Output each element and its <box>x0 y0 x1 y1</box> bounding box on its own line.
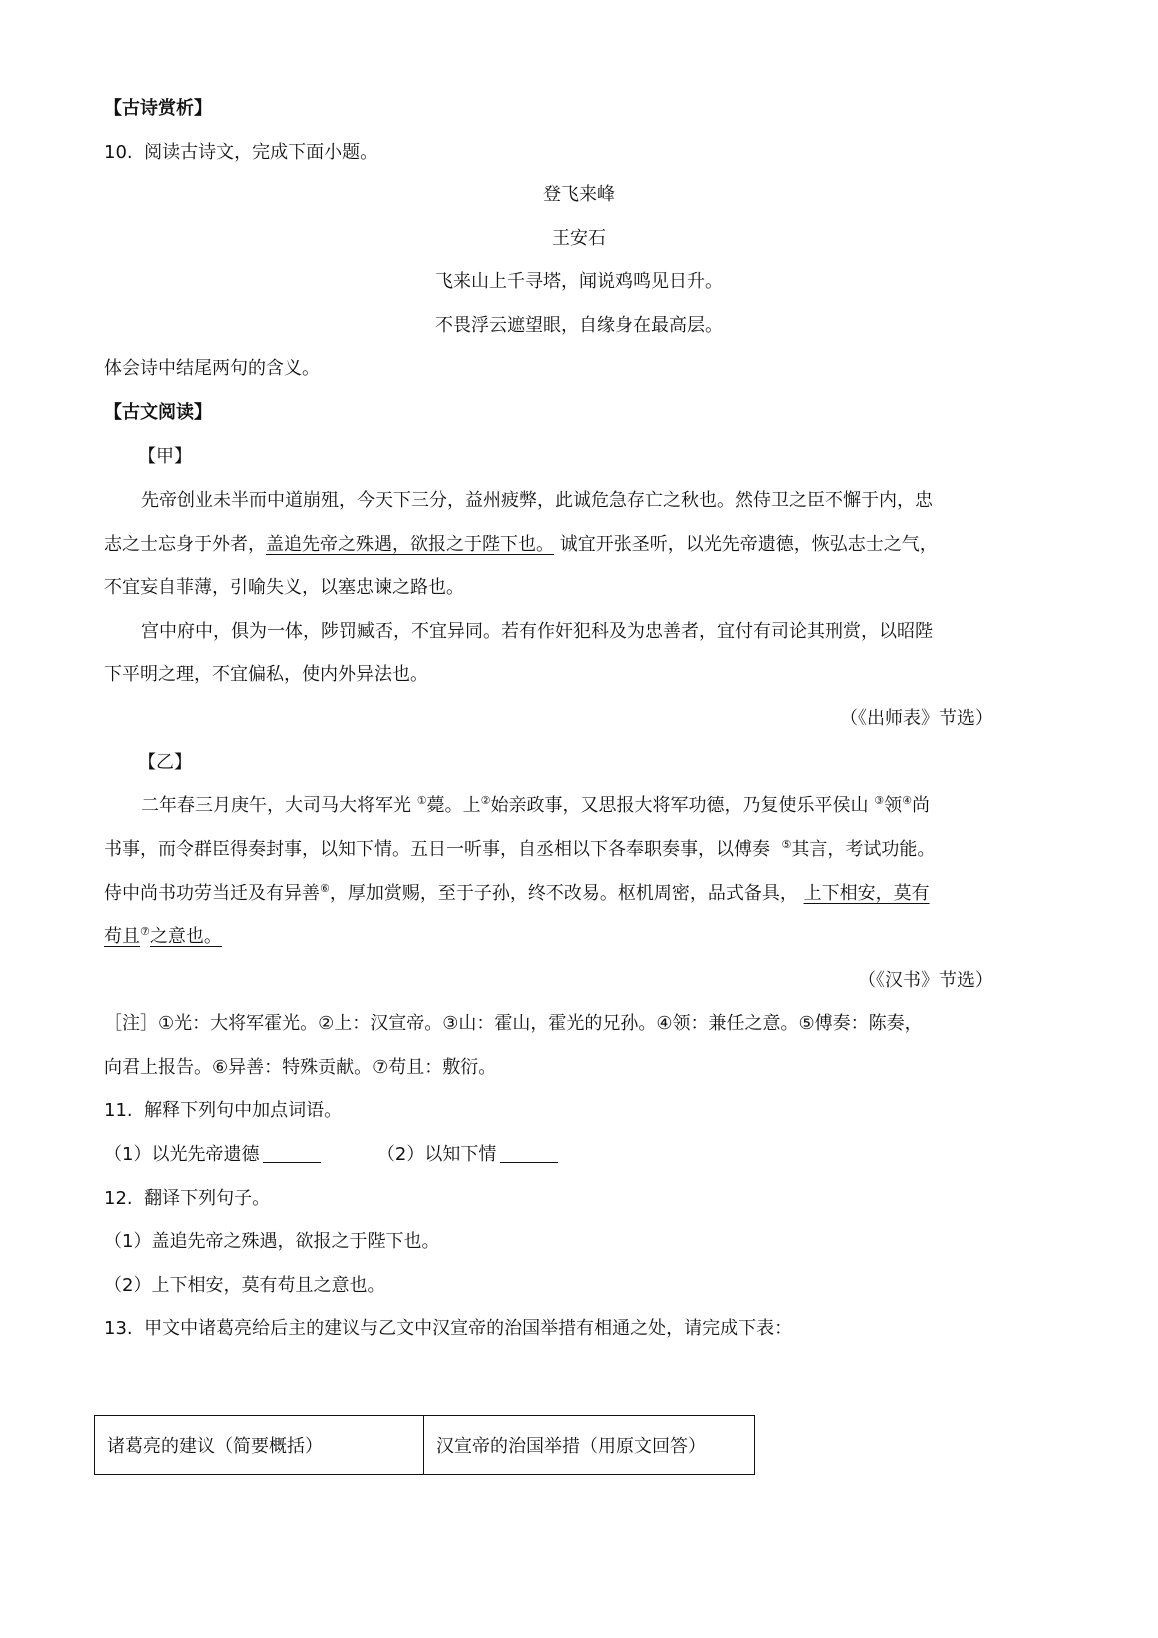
table-header-cell: 诸葛亮的建议（简要概括） <box>95 1416 424 1475</box>
question-13 <box>104 1317 792 1341</box>
question-10 <box>104 141 378 165</box>
table-row <box>95 1416 755 1475</box>
question-number: 10. <box>104 142 133 163</box>
passage-text: 书事，而令群臣得奏封事，以知下情。五日一听事，自丞相以下各奉职奏事，以傅奏 <box>104 839 770 860</box>
note-mark: ⑦ <box>140 925 150 938</box>
passage-text: 侍中尚书功劳当迁及有异善 <box>104 883 320 904</box>
passage-text: 始亲政事，又思报大将军功德，乃复使乐平侯山 <box>490 795 869 816</box>
sub-question: （1）以光先帝遗德 <box>104 1144 260 1165</box>
note-mark: ④ <box>902 794 912 807</box>
question-number: 13. <box>104 1318 133 1339</box>
question-number: 11. <box>104 1100 133 1121</box>
passage-text: ，厚加赏赐，至于子孙，终不改易。枢机周密，品式备具， <box>329 883 798 904</box>
poem-line: 飞来山上千寻塔，闻说鸡鸣见日升。 <box>435 271 723 292</box>
sub-question: （2）上下相安，莫有苟且之意也。 <box>104 1275 386 1296</box>
passage-text: 领 <box>884 795 903 816</box>
passage-text: 诚宜开张圣听，以光先帝遗德，恢弘志士之气， <box>559 534 938 555</box>
notes-line: 向君上报告。⑥异善：特殊贡献。⑦苟且：敷衍。 <box>104 1057 497 1078</box>
question-text: 翻译下列句子。 <box>144 1188 271 1209</box>
underlined-sentence: 苟且 <box>104 926 140 947</box>
note-mark: ① <box>416 794 427 807</box>
underlined-sentence: 上下相安，莫有 <box>803 883 930 904</box>
passage-line <box>104 925 222 949</box>
passage-line: 宫中府中，俱为一体，陟罚臧否，不宜异同。若有作奸犯科及为忠善者，宜付有司论其刑赏，以昭陛 <box>141 621 933 642</box>
passage-label-yi: 【乙】 <box>138 752 192 773</box>
poem-title: 登飞来峰 <box>543 184 615 205</box>
note-mark: ⑥ <box>320 882 330 895</box>
sub-question: （1）盖追先帝之殊遇，欲报之于陛下也。 <box>104 1231 440 1252</box>
passage-line <box>104 533 938 557</box>
note-mark: ② <box>480 794 491 807</box>
passage-label-jia: 【甲】 <box>138 446 192 467</box>
notes-line: ［注］①光：大将军霍光。②上：汉宣帝。③山：霍山，霍光的兄孙。④领：兼任之意。⑤傅奏：陈奏， <box>104 1013 923 1034</box>
poem-question: 体会诗中结尾两句的含义。 <box>104 358 320 379</box>
question-11 <box>104 1099 342 1123</box>
answer-table <box>94 1415 755 1475</box>
passage-text: 志之士忘身于外者， <box>104 534 266 555</box>
source-citation: （《汉书》节选） <box>858 970 993 991</box>
passage-line <box>141 794 930 818</box>
question-11-items <box>104 1143 558 1167</box>
question-text: 解释下列句中加点词语。 <box>144 1100 343 1121</box>
underlined-sentence: 盖追先帝之殊遇，欲报之于陛下也。 <box>266 534 554 555</box>
passage-line: 下平明之理，不宜偏私，使内外异法也。 <box>104 664 428 685</box>
answer-blank[interactable] <box>263 1144 321 1163</box>
passage-line: 不宜妄自菲薄，引喻失义，以塞忠谏之路也。 <box>104 577 464 598</box>
passage-text: 其言，考试功能。 <box>791 839 936 860</box>
table-header-cell: 汉宣帝的治国举措（用原文回答） <box>424 1416 755 1475</box>
source-citation: （《出师表》节选） <box>840 708 993 729</box>
passage-line: 先帝创业未半而中道崩殂，今天下三分，益州疲弊，此诚危急存亡之秋也。然侍卫之臣不懈于内，忠 <box>141 490 933 511</box>
question-text: 甲文中诸葛亮给后主的建议与乙文中汉宣帝的治国举措有相通之处，请完成下表： <box>144 1318 793 1339</box>
answer-blank[interactable] <box>500 1144 558 1163</box>
passage-text: 尚 <box>911 795 930 816</box>
section-heading-prose: 【古文阅读】 <box>104 402 212 423</box>
question-number: 12. <box>104 1188 133 1209</box>
question-12 <box>104 1187 270 1211</box>
passage-text: 二年春三月庚午，大司马大将军光 <box>141 795 411 816</box>
poem-author: 王安石 <box>552 228 606 249</box>
note-mark: ③ <box>874 794 885 807</box>
section-heading-poem: 【古诗赏析】 <box>104 98 212 119</box>
underlined-sentence: 之意也。 <box>149 926 222 947</box>
question-text: 阅读古诗文，完成下面小题。 <box>144 142 379 163</box>
note-mark: ⑤ <box>781 838 792 851</box>
passage-line <box>104 838 935 862</box>
sub-question: （2）以知下情 <box>376 1144 497 1165</box>
poem-line: 不畏浮云遮望眼，自缘身在最高层。 <box>435 315 723 336</box>
passage-line <box>104 882 930 906</box>
passage-text: 薨。上 <box>426 795 481 816</box>
